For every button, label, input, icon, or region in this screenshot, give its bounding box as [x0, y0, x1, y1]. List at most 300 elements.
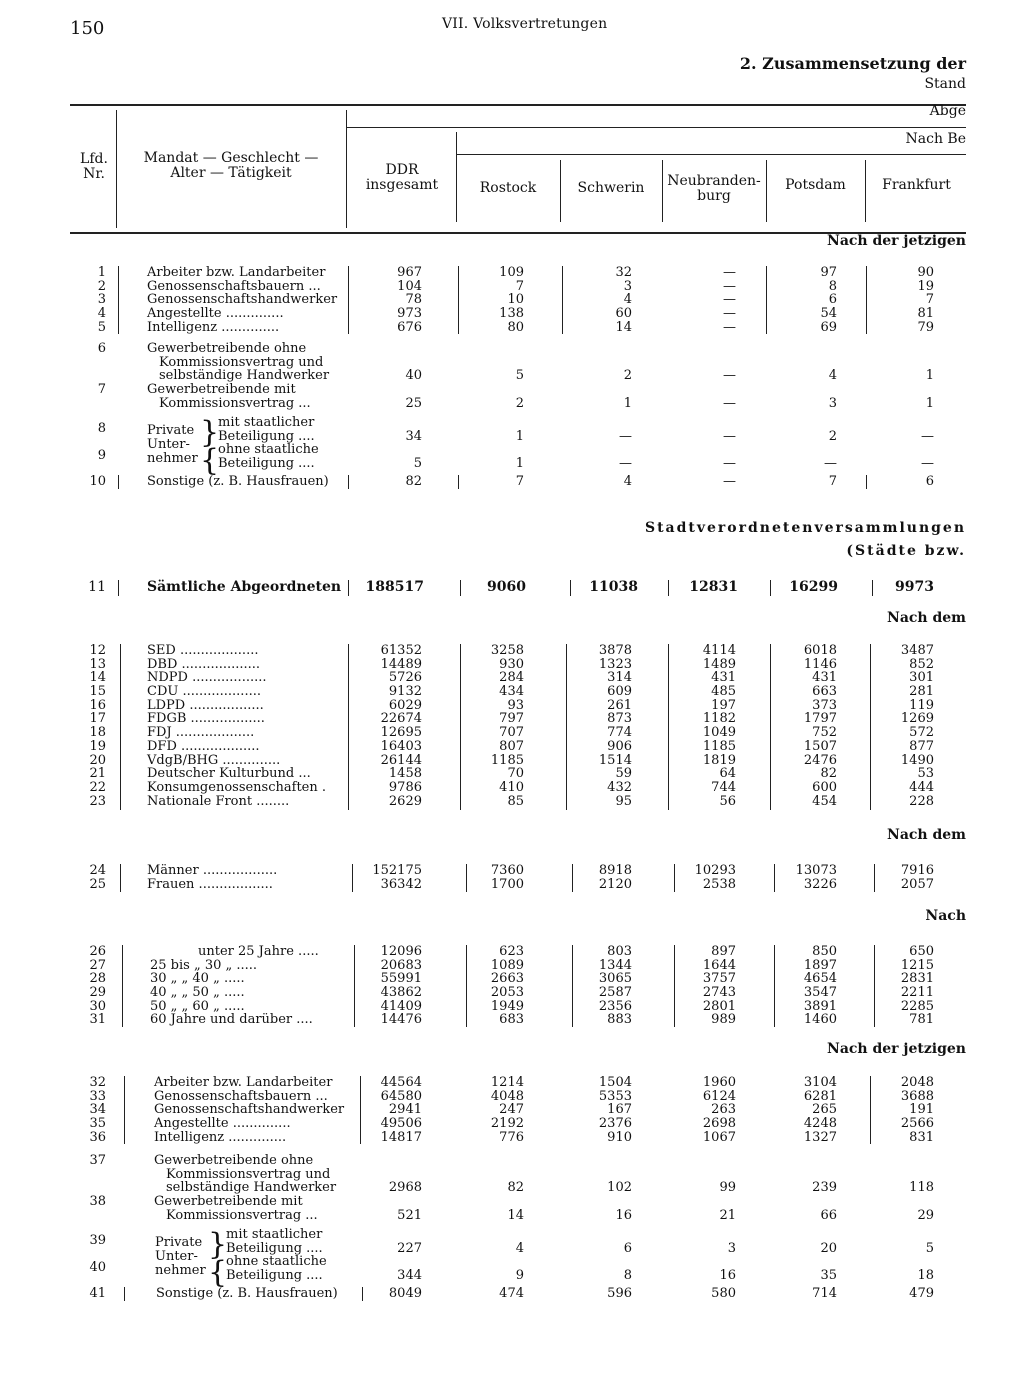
brace-icon: {	[208, 1255, 228, 1290]
table-row	[0, 1154, 1024, 1168]
table-cell: 16299	[789, 579, 838, 595]
cell-lfd-nr: 31	[89, 1012, 106, 1028]
cell-neubrandenburg: —	[723, 265, 736, 280]
table-row	[0, 1076, 1024, 1090]
cell-neubrandenburg: 197	[711, 697, 736, 713]
cell-rostock: 776	[499, 1129, 524, 1145]
cell-ddr: 344	[397, 1268, 422, 1284]
cell-label: Intelligenz ..............	[147, 319, 280, 335]
col-header-mandat: Mandat — Geschlecht — Alter — Tätigkeit	[143, 150, 319, 181]
column-rule	[348, 580, 349, 596]
table-cell: Beteiligung ....	[226, 1268, 323, 1284]
cell-frankfurt: 479	[909, 1286, 934, 1301]
cell-frankfurt: 301	[909, 670, 934, 686]
cell-frankfurt: 1	[925, 368, 934, 384]
cell-label: SED ...................	[147, 643, 259, 658]
cell-lfd-nr: 41	[89, 1286, 106, 1301]
cell-ddr: 22674	[380, 711, 422, 727]
cell-potsdam: 3	[828, 395, 837, 411]
cell-frankfurt: 118	[909, 1180, 934, 1196]
cell-ddr: 6029	[388, 697, 422, 713]
table-row	[0, 1287, 1024, 1301]
table-row	[0, 864, 1024, 878]
cell-potsdam: 4654	[803, 971, 837, 987]
block-sonstige-b	[0, 1287, 1024, 1301]
cell-potsdam: 663	[812, 684, 837, 700]
cell-schwerin: 95	[615, 793, 632, 809]
table-cell: Gewerbetreibende mit	[154, 1194, 303, 1210]
cell-frankfurt: 3487	[900, 643, 934, 658]
cell-rostock: 1089	[490, 957, 524, 973]
cell-lfd-nr: 10	[89, 474, 106, 489]
cell-ddr: 49506	[380, 1116, 422, 1132]
cell-potsdam: 1507	[803, 738, 837, 754]
table-row	[0, 658, 1024, 672]
table-cell: Genossenschaftshandwerker	[154, 1102, 345, 1118]
table-cell: 9060	[487, 579, 526, 595]
cell-neubrandenburg: 1489	[702, 656, 736, 672]
table-row	[0, 457, 1024, 471]
cell-schwerin: —	[619, 456, 632, 472]
table-row	[0, 754, 1024, 768]
cell-potsdam: 97	[820, 265, 837, 280]
cell-rostock: 93	[507, 697, 524, 713]
cell-potsdam: 13073	[795, 863, 837, 878]
group-rule-2	[456, 154, 966, 155]
column-rule	[872, 580, 873, 596]
cell-label: Sonstige (z. B. Hausfrauen)	[147, 474, 329, 489]
cell-neubrandenburg: —	[723, 395, 736, 411]
cell-potsdam: 7	[828, 474, 837, 489]
group-header-abgeordnete: Abge	[929, 103, 966, 119]
cell-potsdam: 6	[828, 292, 837, 308]
cell-rostock: 683	[499, 1012, 524, 1028]
cell-potsdam: 431	[812, 670, 837, 686]
cell-ddr: 676	[397, 319, 422, 335]
table-cell: 25 bis „ 30 „ .....	[150, 957, 258, 973]
cell-neubrandenburg: 485	[711, 684, 736, 700]
cell-neubrandenburg: —	[723, 428, 736, 444]
page-number: 150	[70, 18, 105, 39]
table-cell: ohne staatliche	[218, 442, 319, 458]
brace-icon: }	[208, 1227, 228, 1262]
cell-ddr: 5726	[388, 670, 422, 686]
cell-rostock: 1700	[490, 876, 524, 892]
cell-label: Kommissionsvertrag und	[159, 354, 324, 370]
cell-frankfurt: 2048	[900, 1075, 934, 1090]
cell-frankfurt: 877	[909, 738, 934, 754]
table-cell: Arbeiter bzw. Landarbeiter	[154, 1075, 333, 1090]
cell-lfd-nr: 12	[89, 643, 106, 658]
block-sonstige-a	[0, 475, 1024, 489]
cell-lfd-nr: 5	[97, 319, 106, 335]
cell-lfd-nr: 19	[89, 738, 106, 754]
cell-schwerin: 432	[607, 779, 632, 795]
col-header-neubrandenburg: Neubranden- burg	[667, 173, 761, 204]
table-row	[0, 1000, 1024, 1014]
cell-rostock: 82	[507, 1180, 524, 1196]
block-sex	[0, 864, 1024, 891]
cell-frankfurt: 2057	[900, 876, 934, 892]
cell-schwerin: 4	[623, 474, 632, 489]
cell-schwerin: 1344	[598, 957, 632, 973]
cell-frankfurt: —	[921, 428, 934, 444]
cell-lfd-nr: 21	[89, 766, 106, 782]
cell-ddr: 152175	[372, 863, 422, 878]
cell-potsdam: 4248	[803, 1116, 837, 1132]
cell-frankfurt: 2831	[900, 971, 934, 987]
cell-neubrandenburg: 897	[711, 944, 736, 959]
cell-schwerin: 16	[615, 1207, 632, 1223]
cell-schwerin: 1504	[598, 1075, 632, 1090]
cell-lfd-nr: 18	[89, 725, 106, 741]
cell-neubrandenburg: 1182	[702, 711, 736, 727]
table-row	[0, 1131, 1024, 1145]
cell-potsdam: 6018	[803, 643, 837, 658]
col-divider-3	[456, 132, 457, 222]
cell-lfd-nr: 22	[89, 779, 106, 795]
brace-icon: {	[200, 443, 220, 478]
cell-frankfurt: 1490	[900, 752, 934, 768]
cell-potsdam: 6281	[803, 1088, 837, 1104]
cell-ddr: 973	[397, 306, 422, 322]
section-heading-taetigkeit: Nach der jetzigen	[827, 233, 966, 249]
cell-label: LDPD ..................	[147, 697, 264, 713]
cell-lfd-nr: 40	[89, 1260, 106, 1276]
table-cell: mit staatlicher	[218, 415, 315, 430]
cell-label: Genossenschaftshandwerker	[147, 292, 338, 308]
cell-label: Genossenschaftsbauern ...	[147, 278, 321, 294]
cell-frankfurt: 1215	[900, 957, 934, 973]
cell-neubrandenburg: —	[723, 319, 736, 335]
cell-neubrandenburg: 2538	[702, 876, 736, 892]
cell-schwerin: 1514	[598, 752, 632, 768]
cell-frankfurt: 6	[925, 474, 934, 489]
cell-frankfurt: 2211	[900, 985, 934, 1001]
cell-rostock: 1185	[490, 752, 524, 768]
cell-schwerin: 32	[615, 265, 632, 280]
cell-potsdam: 850	[812, 944, 837, 959]
table-cell: 12831	[689, 579, 738, 595]
cell-ddr: 64580	[380, 1088, 422, 1104]
cell-ddr: 20683	[380, 957, 422, 973]
cell-label: CDU ...................	[147, 684, 261, 700]
cell-rostock: 2663	[490, 971, 524, 987]
cell-rostock: 707	[499, 725, 524, 741]
cell-label: Männer ..................	[147, 863, 278, 878]
cell-frankfurt: 852	[909, 656, 934, 672]
cell-potsdam: 752	[812, 725, 837, 741]
cell-ddr: 14476	[380, 1012, 422, 1028]
column-rule	[668, 580, 669, 596]
cell-ddr: 12695	[380, 725, 422, 741]
cell-ddr: 16403	[380, 738, 422, 754]
cell-neubrandenburg: 1644	[702, 957, 736, 973]
cell-potsdam: 20	[820, 1240, 837, 1256]
block-taetigkeit-b	[0, 1076, 1024, 1144]
cell-neubrandenburg: 744	[711, 779, 736, 795]
cell-frankfurt: 650	[909, 944, 934, 959]
cell-potsdam: 1797	[803, 711, 837, 727]
cell-schwerin: 883	[607, 1012, 632, 1028]
table-cell: Intelligenz ..............	[154, 1129, 287, 1145]
cell-frankfurt: 7916	[900, 863, 934, 878]
table-row	[0, 280, 1024, 294]
cell-rostock: 2	[515, 395, 524, 411]
cell-neubrandenburg: 3757	[702, 971, 736, 987]
cell-ddr: 61352	[380, 643, 422, 658]
table-cell: 9973	[895, 579, 934, 595]
cell-lfd-nr: 20	[89, 752, 106, 768]
cell-schwerin: 906	[607, 738, 632, 754]
block-private-b	[0, 1227, 1024, 1290]
cell-schwerin: 261	[607, 697, 632, 713]
cell-neubrandenburg: 1960	[702, 1075, 736, 1090]
table-cell: Sämtliche Abgeordneten	[147, 579, 342, 595]
cell-rostock: 1214	[490, 1075, 524, 1090]
table-row	[0, 781, 1024, 795]
table-row	[0, 266, 1024, 280]
cell-rostock: 1	[515, 456, 524, 472]
col-divider-7	[865, 160, 866, 222]
table-cell: Beteiligung ....	[226, 1240, 323, 1256]
col-divider-2	[346, 110, 347, 228]
cell-label: Arbeiter bzw. Landarbeiter	[147, 265, 326, 280]
table-row	[0, 699, 1024, 713]
cell-ddr: 2629	[388, 793, 422, 809]
table-row	[0, 1195, 1024, 1209]
cell-lfd-nr: 1	[97, 265, 106, 280]
cell-rostock: 1949	[490, 998, 524, 1014]
section-heading-alter: Nach	[925, 908, 966, 924]
cell-neubrandenburg: 1185	[702, 738, 736, 754]
cell-ddr: 14817	[380, 1129, 422, 1145]
cell-lfd-nr: 23	[89, 793, 106, 809]
table-row	[0, 671, 1024, 685]
cell-frankfurt: 1269	[900, 711, 934, 727]
cell-schwerin: 167	[607, 1102, 632, 1118]
col-header-schwerin: Schwerin	[577, 180, 645, 196]
cell-rostock: 2053	[490, 985, 524, 1001]
cell-rostock: 70	[507, 766, 524, 782]
cell-label: Frauen ..................	[147, 876, 273, 892]
table-row-total	[0, 576, 1024, 598]
cell-neubrandenburg: 1819	[702, 752, 736, 768]
cell-schwerin: 8	[623, 1268, 632, 1284]
cell-rostock: 4048	[490, 1088, 524, 1104]
cell-schwerin: 1323	[598, 656, 632, 672]
col-divider-1	[116, 110, 117, 228]
cell-rostock: 10	[507, 292, 524, 308]
col-header-rostock: Rostock	[479, 180, 537, 196]
cell-potsdam: 1146	[803, 656, 837, 672]
cell-lfd-nr: 7	[97, 382, 106, 398]
table-cell: selbständige Handwerker	[166, 1180, 337, 1196]
table-row	[0, 1181, 1024, 1195]
cell-potsdam: 454	[812, 793, 837, 809]
cell-ddr: 36342	[380, 876, 422, 892]
table-row	[0, 740, 1024, 754]
cell-frankfurt: 228	[909, 793, 934, 809]
cell-rostock: 2192	[490, 1116, 524, 1132]
table-row	[0, 383, 1024, 397]
cell-potsdam: 714	[812, 1286, 837, 1301]
cell-rostock: 80	[507, 319, 524, 335]
cell-neubrandenburg: 16	[719, 1268, 736, 1284]
cell-ddr: 14489	[380, 656, 422, 672]
cell-potsdam: 3104	[803, 1075, 837, 1090]
cell-frankfurt: 444	[909, 779, 934, 795]
cell-lfd-nr: 3	[97, 292, 106, 308]
cell-label: NDPD ..................	[147, 670, 267, 686]
table-row	[0, 726, 1024, 740]
table-row	[0, 430, 1024, 444]
table-row	[0, 795, 1024, 809]
private-unternehmer-label: Private Unter- nehmer	[147, 423, 198, 466]
cell-schwerin: 873	[607, 711, 632, 727]
cell-rostock: 284	[499, 670, 524, 686]
block-taetigkeit-a	[0, 266, 1024, 334]
table-cell: ohne staatliche	[226, 1254, 327, 1270]
cell-frankfurt: 90	[917, 265, 934, 280]
cell-potsdam: 1897	[803, 957, 837, 973]
cell-frankfurt: 1	[925, 395, 934, 411]
cell-rostock: 7	[515, 474, 524, 489]
column-rule	[460, 580, 461, 596]
table-cell: Beteiligung ....	[218, 456, 315, 472]
cell-frankfurt: 7	[925, 292, 934, 308]
cell-label: DBD ...................	[147, 656, 261, 672]
cell-neubrandenburg: —	[723, 306, 736, 322]
cell-lfd-nr: 32	[89, 1075, 106, 1090]
cell-neubrandenburg: 1049	[702, 725, 736, 741]
cell-neubrandenburg: 2801	[702, 998, 736, 1014]
brace-icon: }	[200, 415, 220, 450]
cell-potsdam: 1327	[803, 1129, 837, 1145]
cell-label: FDJ ...................	[147, 725, 255, 741]
table-cell: Kommissionsvertrag ...	[166, 1207, 318, 1223]
cell-neubrandenburg: 99	[719, 1180, 736, 1196]
table-cell: mit staatlicher	[226, 1227, 323, 1242]
block-private-a	[0, 415, 1024, 478]
cell-rostock: 138	[499, 306, 524, 322]
cell-neubrandenburg: 2698	[702, 1116, 736, 1132]
cell-ddr: 26144	[380, 752, 422, 768]
table-row	[0, 767, 1024, 781]
col-header-ddr: DDR insgesamt	[365, 162, 439, 193]
cell-neubrandenburg: 1067	[702, 1129, 736, 1145]
cell-schwerin: 314	[607, 670, 632, 686]
cell-ddr: 2941	[388, 1102, 422, 1118]
col-header-potsdam: Potsdam	[785, 177, 846, 193]
cell-neubrandenburg: 580	[711, 1286, 736, 1301]
cell-schwerin: 2587	[598, 985, 632, 1001]
cell-ddr: 12096	[380, 944, 422, 959]
cell-schwerin: 5353	[598, 1088, 632, 1104]
cell-rostock: 109	[499, 265, 524, 280]
cell-neubrandenburg: —	[723, 292, 736, 308]
table-row	[0, 475, 1024, 489]
cell-potsdam: 3891	[803, 998, 837, 1014]
cell-ddr: 2968	[388, 1180, 422, 1196]
cell-lfd-nr: 36	[89, 1129, 106, 1145]
cell-frankfurt: 119	[909, 697, 934, 713]
table-cell: 11	[88, 579, 106, 595]
cell-lfd-nr: 33	[89, 1088, 106, 1104]
cell-potsdam: 600	[812, 779, 837, 795]
cell-ddr: 104	[397, 278, 422, 294]
table-cell: 30 „ „ 40 „ .....	[150, 971, 245, 987]
cell-rostock: 4	[515, 1240, 524, 1256]
cell-lfd-nr: 25	[89, 876, 106, 892]
table-cell: 60 Jahre und darüber ....	[150, 1012, 313, 1028]
cell-neubrandenburg: 10293	[694, 863, 736, 878]
cell-schwerin: —	[619, 428, 632, 444]
col-divider-5	[662, 160, 663, 222]
block-gewerbe-a	[0, 342, 1024, 410]
table-row	[0, 1269, 1024, 1283]
cell-rostock: 247	[499, 1102, 524, 1118]
table-row	[0, 712, 1024, 726]
cell-lfd-nr: 27	[89, 957, 106, 973]
cell-schwerin: 8918	[598, 863, 632, 878]
table-row	[0, 369, 1024, 383]
table-row	[0, 685, 1024, 699]
cell-frankfurt: 53	[917, 766, 934, 782]
group-rule-1	[346, 127, 966, 128]
section-heading-mandat: Nach dem	[887, 610, 966, 626]
table-row	[0, 972, 1024, 986]
table-row	[0, 397, 1024, 411]
cell-label: FDGB ..................	[147, 711, 265, 727]
table-cell: Gewerbetreibende ohne	[154, 1153, 314, 1168]
cell-potsdam: 8	[828, 278, 837, 294]
cell-frankfurt: —	[921, 456, 934, 472]
cell-ddr: 41409	[380, 998, 422, 1014]
cell-rostock: 434	[499, 684, 524, 700]
cell-potsdam: 4	[828, 368, 837, 384]
table-row	[0, 1090, 1024, 1104]
cell-lfd-nr: 16	[89, 697, 106, 713]
cell-potsdam: —	[824, 456, 837, 472]
cell-rostock: 14	[507, 1207, 524, 1223]
table-row	[0, 644, 1024, 658]
cell-potsdam: 373	[812, 697, 837, 713]
table-cell: Sonstige (z. B. Hausfrauen)	[156, 1286, 338, 1301]
cell-neubrandenburg: —	[723, 278, 736, 294]
cell-frankfurt: 831	[909, 1129, 934, 1145]
private-unternehmer-label: Private Unter- nehmer	[155, 1235, 206, 1278]
cell-schwerin: 3065	[598, 971, 632, 987]
cell-rostock: 7	[515, 278, 524, 294]
table-subtitle: Stand	[924, 76, 966, 92]
col-header-frankfurt: Frankfurt	[882, 177, 951, 193]
cell-frankfurt: 2566	[900, 1116, 934, 1132]
cell-lfd-nr: 4	[97, 306, 106, 322]
cell-potsdam: 66	[820, 1207, 837, 1223]
cell-rostock: 623	[499, 944, 524, 959]
cell-ddr: 34	[405, 428, 422, 444]
cell-schwerin: 3878	[598, 643, 632, 658]
table-title: 2. Zusammensetzung der	[739, 54, 966, 73]
cell-lfd-nr: 29	[89, 985, 106, 1001]
cell-schwerin: 803	[607, 944, 632, 959]
cell-ddr: 43862	[380, 985, 422, 1001]
cell-ddr: 227	[397, 1240, 422, 1256]
column-rule	[118, 580, 119, 596]
cell-ddr: 44564	[380, 1075, 422, 1090]
cell-lfd-nr: 8	[97, 421, 106, 436]
